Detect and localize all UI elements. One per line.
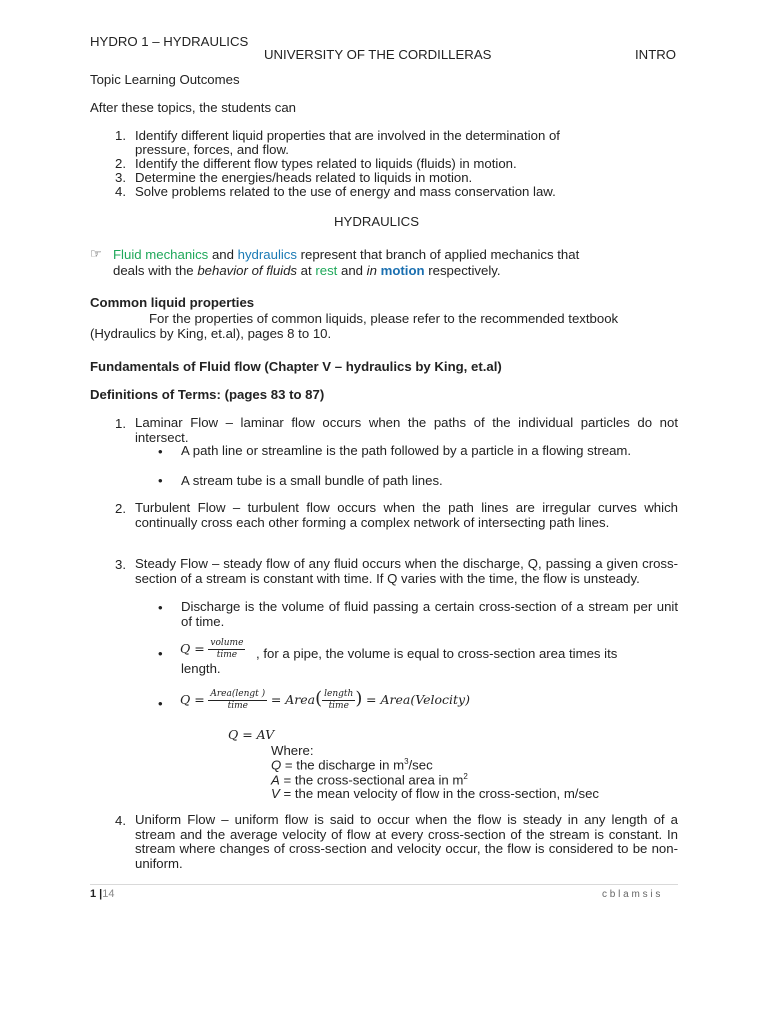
list-number: 2. — [115, 156, 126, 171]
equation-q-av: Q = AV — [228, 727, 275, 742]
hydraulics-definition-line1: Fluid mechanics and hydraulics represent that branch of applied mechanics that — [113, 247, 580, 262]
course-title: HYDRO 1 – HYDRAULICS — [90, 34, 249, 49]
uniform-flow-definition: Uniform Flow – uniform flow is said to occur when the flow is steady in any length of a stream and the average velocity of flow at every cross-section of the stream is constant. In stream where changes of cross-section and velocity occur, the flow is considered to be non-uniform. — [135, 812, 678, 871]
outcomes-intro: After these topics, the students can — [90, 100, 296, 115]
equation-note-line2: length. — [181, 661, 221, 676]
section-label: INTRO — [635, 47, 677, 62]
list-number: 4. — [115, 184, 126, 199]
laminar-flow-definition: Laminar Flow – laminar flow occurs when the paths of the individual particles do not intersect. — [135, 415, 678, 445]
list-item: Identify different liquid properties that are involved in the determination of — [135, 128, 560, 143]
university-name: UNIVERSITY OF THE CORDILLERAS — [264, 47, 492, 62]
pointing-hand-icon: ☞ — [90, 246, 102, 261]
bullet: • — [158, 696, 163, 711]
list-number: 1. — [115, 416, 126, 431]
list-number: 1. — [115, 128, 126, 143]
outcomes-title: Topic Learning Outcomes — [90, 72, 240, 87]
list-number: 3. — [115, 557, 126, 572]
steady-flow-definition: Steady Flow – steady flow of any fluid occurs when the discharge, Q, passing a given cross-section of a stream is constant with time. If Q varies with the time, the flow is unsteady. — [135, 556, 678, 586]
bullet: • — [158, 444, 163, 459]
list-item: Solve problems related to the use of energy and mass conservation law. — [135, 184, 556, 199]
term-motion: motion — [380, 263, 425, 278]
liquid-properties-line1: For the properties of common liquids, please refer to the recommended textbook — [149, 311, 619, 326]
term-rest: rest — [315, 263, 338, 278]
where-a: A = the cross-sectional area in $m^2$ — [271, 772, 468, 788]
list-number: 2. — [115, 501, 126, 516]
discharge-bullet: Discharge is the volume of fluid passing a certain cross-section of a stream per unit of time. — [181, 599, 678, 629]
stream-tube-bullet: A stream tube is a small bundle of path lines. — [181, 473, 443, 488]
hydraulics-definition-line2: deals with the behavior of fluids at rest and in motion respectively. — [113, 263, 501, 278]
fundamentals-title: Fundamentals of Fluid flow (Chapter V – hydraulics by King, et.al) — [90, 359, 502, 374]
where-v: V = the mean velocity of flow in the cross-section, m/sec — [271, 786, 599, 801]
where-label: Where: — [271, 743, 314, 758]
where-q: Q = the discharge in $m^3/\sec$ — [271, 757, 433, 773]
bullet: • — [158, 646, 163, 661]
list-number: 4. — [115, 813, 126, 828]
path-line-bullet: A path line or streamline is the path followed by a particle in a flowing stream. — [181, 443, 632, 458]
equation-discharge-volume: Q = $\frac{\text{volume}}{\text{time}}$ — [180, 638, 244, 660]
liquid-properties-line2: (Hydraulics by King, et.al), pages 8 to 10. — [90, 326, 332, 341]
list-item: pressure, forces, and flow. — [135, 142, 289, 157]
author-tag: c b l a m s i s — [602, 889, 661, 900]
footer-divider — [90, 884, 678, 885]
liquid-properties-title: Common liquid properties — [90, 295, 255, 310]
section-heading: HYDRAULICS — [334, 214, 420, 229]
term-fluid-mechanics: Fluid mechanics — [113, 247, 209, 262]
definitions-title: Definitions of Terms: (pages 83 to 87) — [90, 387, 325, 402]
term-hydraulics: hydraulics — [237, 247, 297, 262]
list-item: Identify the different flow types related to liquids (fluids) in motion. — [135, 156, 517, 171]
page-number: 1 |14 — [90, 888, 115, 900]
equation-note-line1: , for a pipe, the volume is equal to cross-section area times its — [256, 646, 618, 661]
turbulent-flow-definition: Turbulent Flow – turbulent flow occurs when the path lines are irregular curves which continually cross each other forming a complex network of intersecting path lines. — [135, 500, 678, 530]
bullet: • — [158, 600, 163, 615]
equation-discharge-area-velocity: Q = $\frac{\text{Area(lengt )}}{\text{time}}$ = Area( $\frac{\text{length}}{\text{time}}$ ) = Area(Velocity) — [180, 688, 470, 712]
list-number: 3. — [115, 170, 126, 185]
list-item: Determine the energies/heads related to liquids in motion. — [135, 170, 473, 185]
bullet: • — [158, 473, 163, 488]
